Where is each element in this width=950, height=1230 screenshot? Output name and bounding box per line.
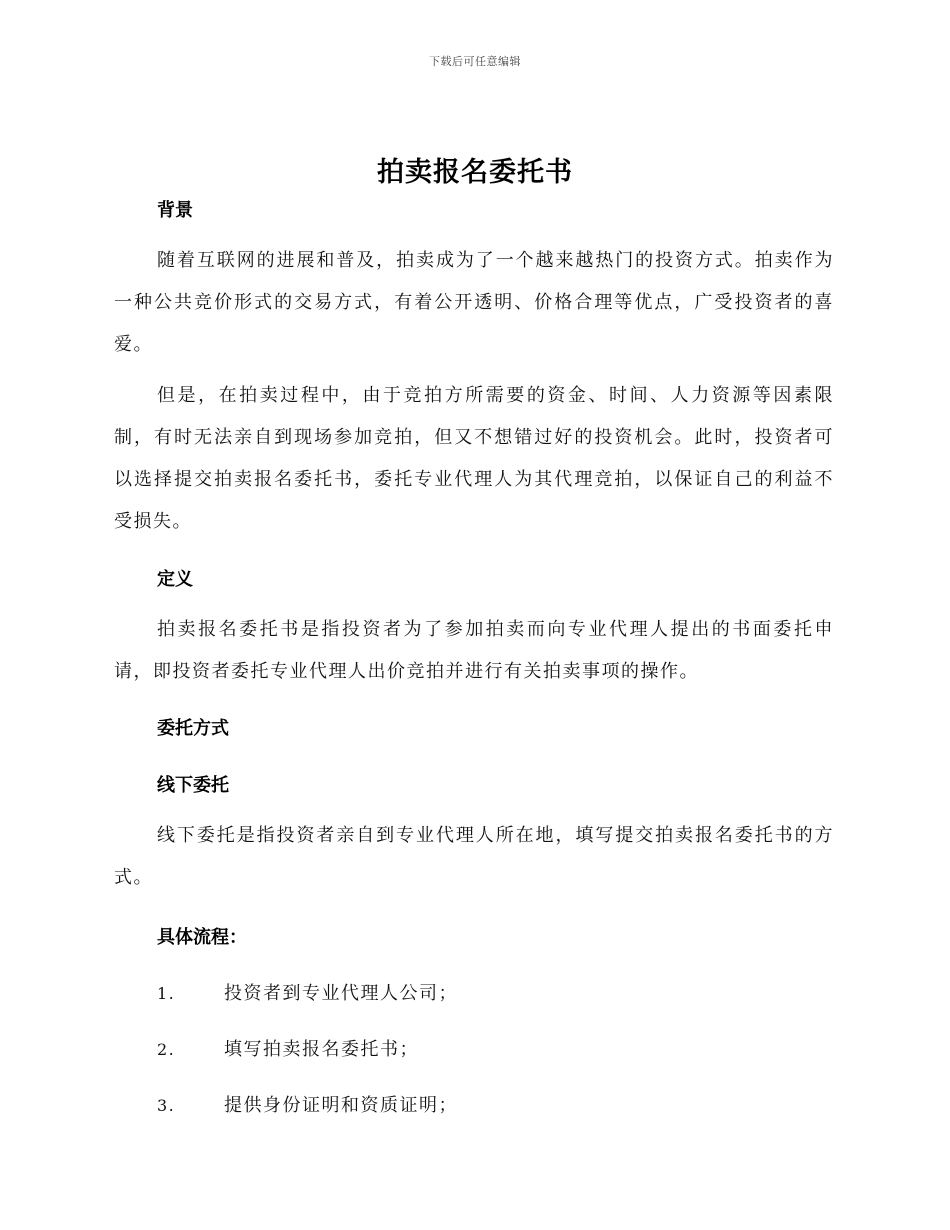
section-heading-offline: 线下委托	[157, 775, 229, 796]
list-item-text: 提供身份证明和资质证明；	[224, 1095, 458, 1116]
list-item-number: 3.	[157, 1096, 176, 1115]
list-item	[114, 1091, 834, 1117]
paragraph-background-1: 随着互联网的进展和普及，拍卖成为了一个越来越热门的投资方式。拍卖作为一种公共竞价形式的交易方式，有着公开透明、价格合理等优点，广受投资者的喜爱。	[114, 250, 834, 355]
list-item-number: 1.	[157, 984, 176, 1003]
list-item-number: 2.	[157, 1040, 176, 1059]
paragraph-definition: 拍卖报名委托书是指投资者为了参加拍卖而向专业代理人提出的书面委托申请，即投资者委托专业代理人出价竞拍并进行有关拍卖事项的操作。	[114, 619, 834, 682]
document-body	[114, 192, 834, 1117]
document-title: 拍卖报名委托书	[377, 157, 573, 188]
section-heading-background: 背景	[157, 200, 193, 221]
page-header-note: 下载后可任意编辑	[429, 55, 521, 68]
paragraph-offline: 线下委托是指投资者亲自到专业代理人所在地，填写提交拍卖报名委托书的方式。	[114, 825, 834, 888]
section-heading-method: 委托方式	[157, 718, 229, 739]
section-heading-process: 具体流程：	[157, 927, 247, 948]
list-item	[114, 1035, 834, 1061]
paragraph-background-2: 但是，在拍卖过程中，由于竞拍方所需要的资金、时间、人力资源等因素限制，有时无法亲自到现场参加竞拍，但又不想错过好的投资机会。此时，投资者可以选择提交拍卖报名委托书，委托专业代理人为其代理竞拍，以保证自己的利益不受损失。	[114, 385, 834, 532]
list-item-text: 填写拍卖报名委托书；	[224, 1039, 419, 1060]
list-item-text: 投资者到专业代理人公司；	[224, 983, 458, 1004]
section-heading-definition: 定义	[157, 569, 193, 590]
list-item	[114, 979, 834, 1005]
